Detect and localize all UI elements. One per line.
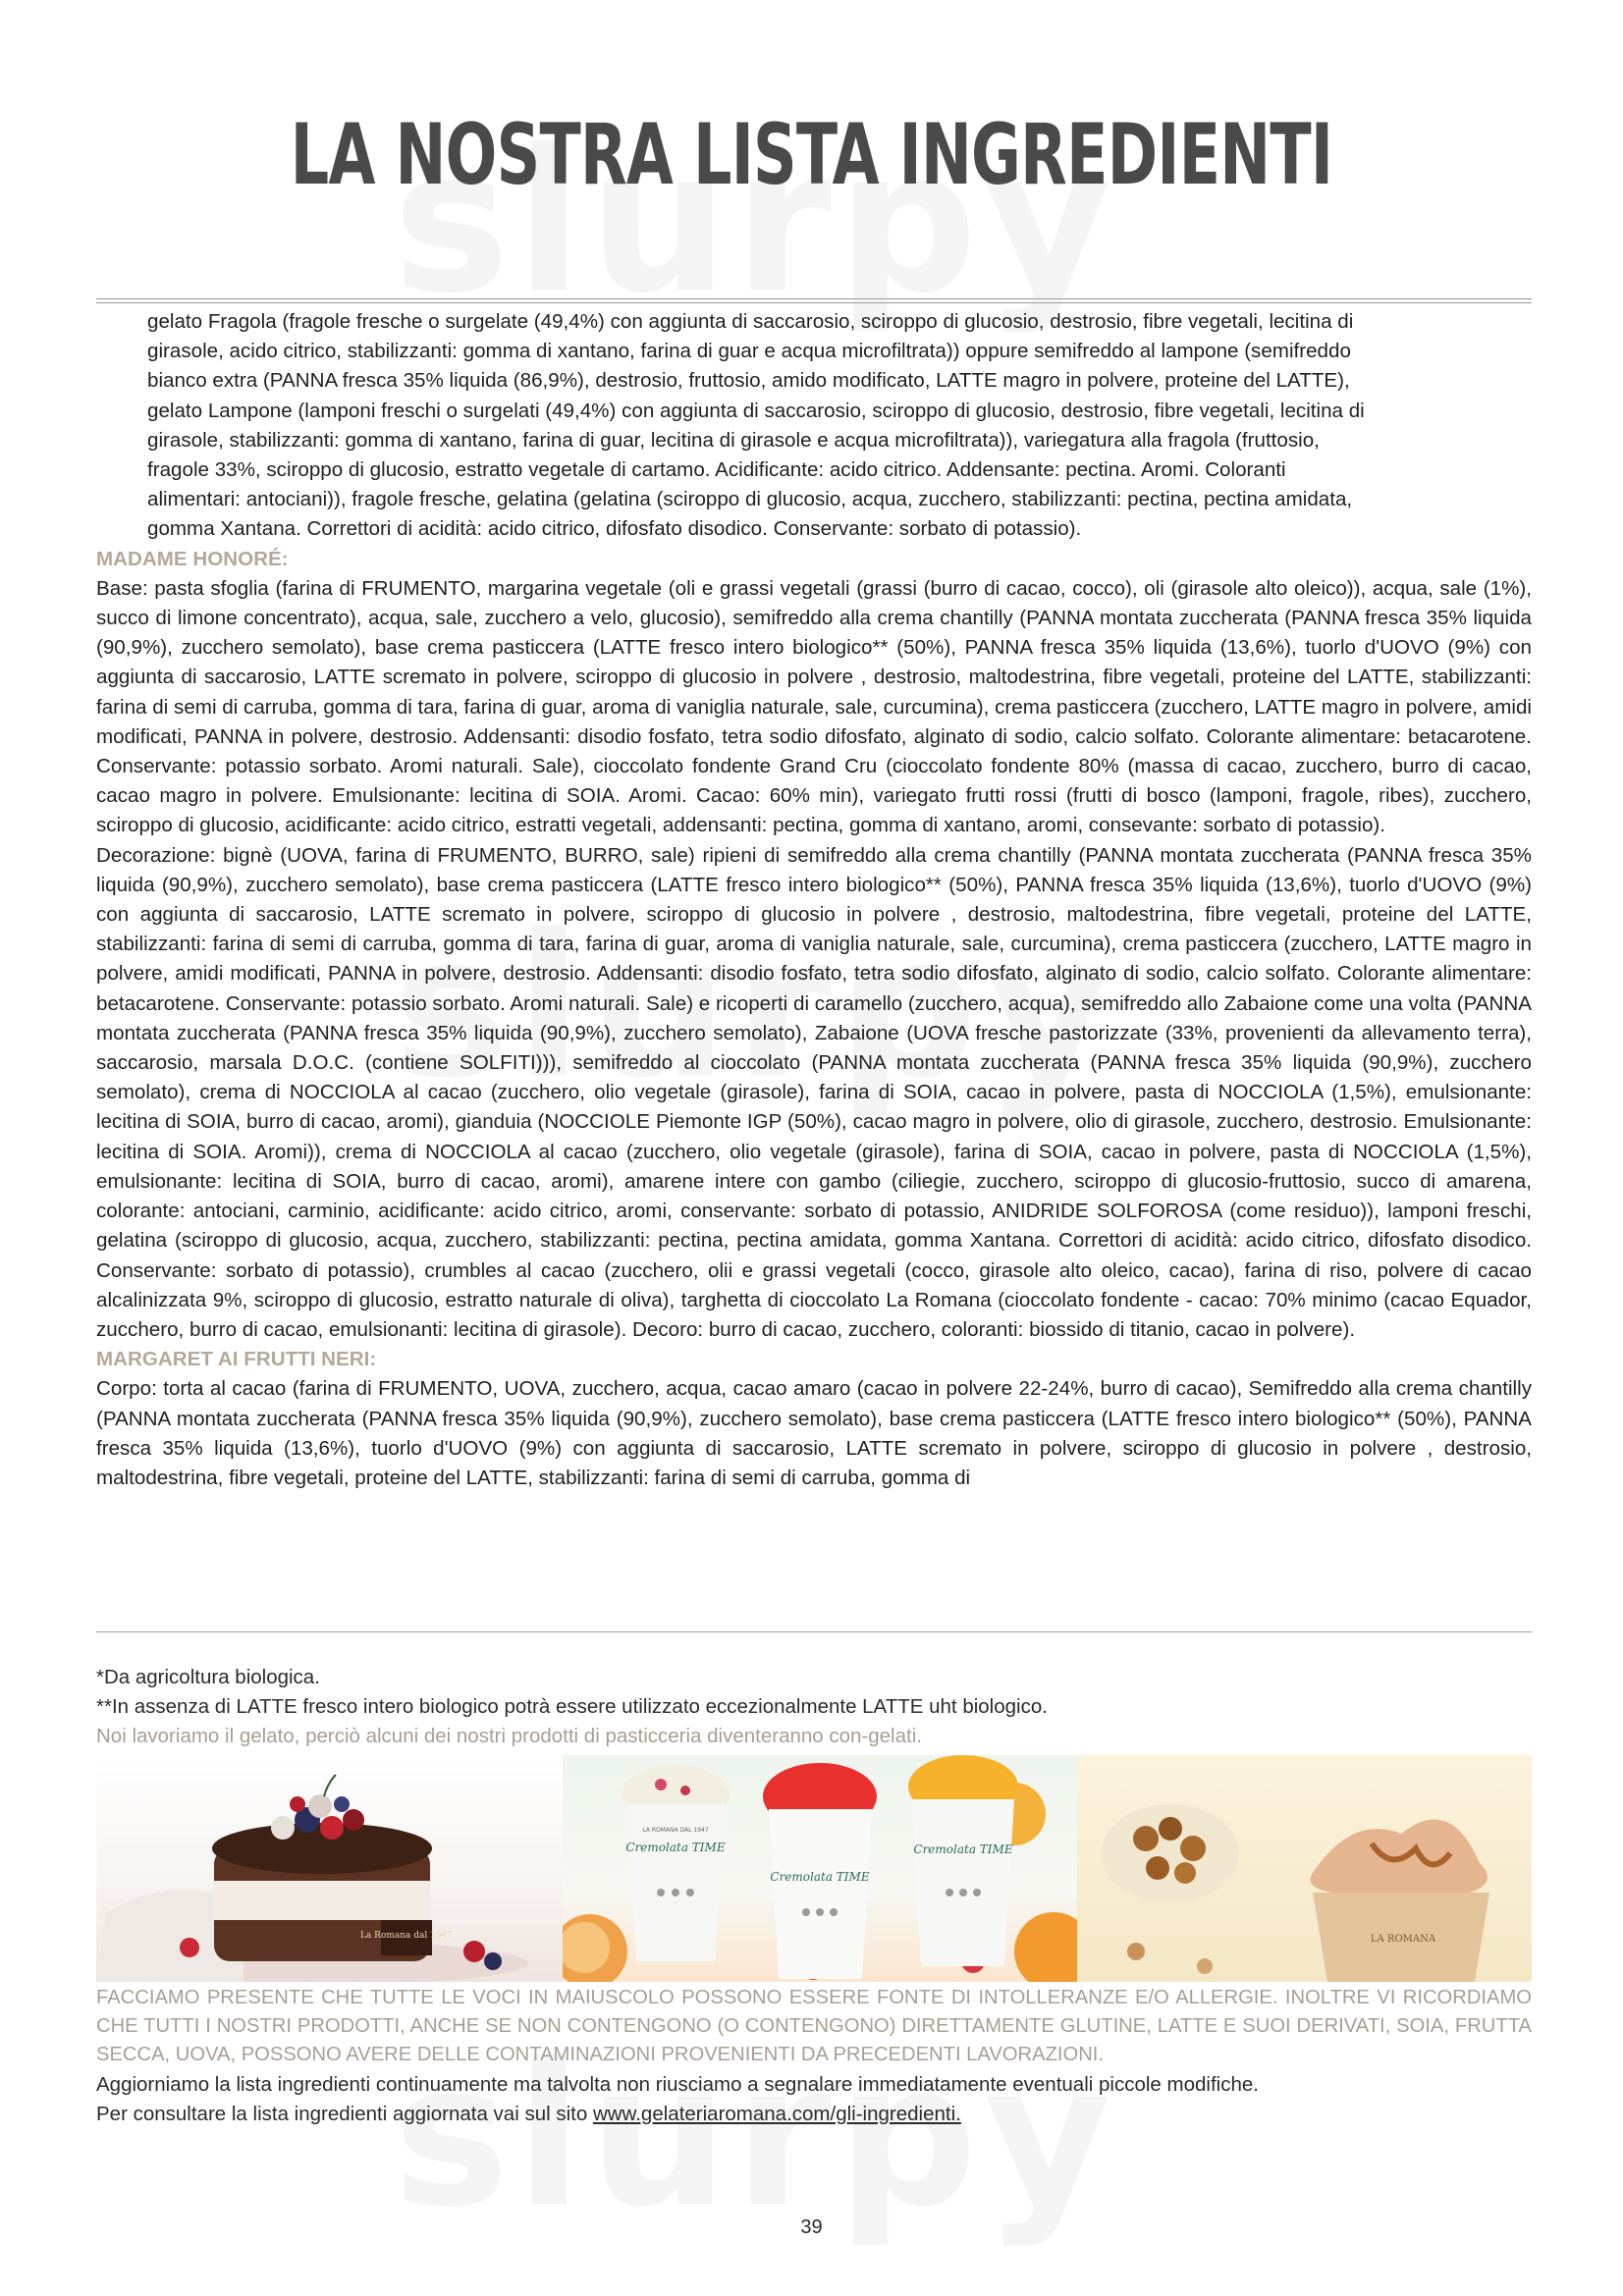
cup-label-text: Cremolata TIME: [625, 1841, 726, 1854]
bottom-divider: [96, 1631, 1532, 1632]
allergen-disclaimer-text: FACCIAMO PRESENTE CHE TUTTE LE VOCI IN MAIUSCOLO POSSONO ESSERE FONTE DI INTOLLERANZE E/O ALLERGIE. INOLTRE VI RICORDIAMO CHE TUTTI I NOSTRI PRODOTTI, ANCHE SE NON CONTENGONO (O CONTENGONO) DIRETTAMENTE GLUTINE, LATTE E SUOI DERIVATI, SOIA, FRUTTA SECCA, UOVA, POSSONO AVERE DELLE CONTAMINAZIONI PROVENIENTI DA PRECEDENTI LAVORAZIONI.: [96, 1987, 1532, 2065]
update-line-2-prefix: Per consultare la lista ingredienti aggiornata vai sul sito: [96, 2103, 593, 2125]
bowl-brand-text: LA ROMANA: [1370, 1934, 1436, 1945]
gelato-cup-photo: [1077, 1755, 1532, 1982]
ingredients-content: [96, 307, 1532, 1493]
update-line-2: [96, 2100, 1532, 2129]
cup-brand-text: LA ROMANA DAL 1947: [642, 1827, 709, 1834]
cake-photo: [96, 1755, 563, 1982]
gelato-cup-illustration: [1077, 1755, 1532, 1982]
intro-line: girasole, stabilizzanti: gomma di xantano, farina di guar, lecitina di girasole e acqua microfiltrata)), variegatura alla fragola (fruttosio,: [147, 428, 1320, 452]
intro-line: gelato Fragola (fragole fresche o surgelate (49,4%) con aggiunta di saccarosio, sciroppo di glucosio, destrosio, fibre vegetali, lecitina di: [147, 310, 1354, 333]
page-number: 39: [800, 2216, 823, 2238]
cremolata-photo: [563, 1755, 1077, 1982]
update-notice: [96, 2070, 1532, 2129]
intro-line: girasole, acido citrico, stabilizzanti: gomma di xantano, farina di guar e acqua microfiltrata)) oppure semifreddo al lampone (semifreddo: [147, 340, 1351, 363]
intro-line: gomma Xantana. Correttori di acidità: acido citrico, difosfato disodico. Conservante: sorbato di potassio).: [147, 517, 1082, 541]
top-divider: [96, 298, 1532, 303]
intro-block: [96, 307, 1532, 545]
section-title-madame-honore: MADAME HONORÉ:: [96, 547, 289, 570]
intro-line: fragole 33%, sciroppo di glucosio, estratto vegetale di cartamo. Acidificante: acido citrico. Addensante: pectina. Aromi. Coloranti: [147, 458, 1286, 482]
footnote-milk: **In assenza di LATTE fresco intero biologico potrà essere utilizzato eccezionalmente LATTE uht biologico.: [96, 1695, 1048, 1718]
intro-line: alimentari: antociani)), fragole fresche, gelatina (gelatina (sciroppo di glucosio, acqua, zucchero, stabilizzanti: pectina, pectina amidata,: [147, 488, 1353, 511]
footnote-organic: *Da agricoltura biologica.: [96, 1666, 320, 1688]
ingredients-link[interactable]: www.gelateriaromana.com/gli-ingredienti.: [592, 2103, 961, 2125]
cup-label-text-3: Cremolata TIME: [913, 1842, 1013, 1856]
update-line-1: Aggiorniamo la lista ingredienti continuamente ma talvolta non riusciamo a segnalare immediatamente eventuali piccole modifiche.: [96, 2073, 1259, 2096]
margaret-corpo-text: Corpo: torta al cacao (farina di FRUMENTO, UOVA, zucchero, acqua, cacao amaro (cacao in polvere 22-24%, burro di cacao), Semifreddo alla crema chantilly (PANNA montata zuccherata (PANNA fresca 35% liquida (90,9%), zucchero semolato), base crema pasticcera (LATTE fresco intero biologico** (50%), PANNA fresca 35% liquida (13,6%), tuorlo d'UOVO (9%) con aggiunta di saccarosio, LATTE scremato in polvere, sciroppo di glucosio in polvere , destrosio, maltodestrina, fibre vegetali, proteine del LATTE, stabilizzanti: farina di semi di carruba, gomma di: [96, 1377, 1532, 1489]
cremolata-illustration: [563, 1755, 1077, 1982]
footnotes: [96, 1663, 1532, 1751]
madame-base-text: Base: pasta sfoglia (farina di FRUMENTO, margarina vegetale (oli e grassi vegetali (grassi (burro di cacao, cocco), oli (girasole alto oleico)), acqua, sale (1%), succo di limone concentrato), acqua, sale, zucchero a velo, glucosio), semifreddo alla crema chantilly (PANNA montata zuccherata (PANNA fresca 35% liquida (90,9%), zucchero semolato), base crema pasticcera (LATTE fresco intero biologico** (50%), PANNA fresca 35% liquida (13,6%), tuorlo d'UOVO (9%) con aggiunta di saccarosio, LATTE scremato in polvere, sciroppo di glucosio in polvere , destrosio, maltodestrina, fibre vegetali, proteine del LATTE, stabilizzanti: farina di semi di carruba, gomma di tara, farina di guar, aroma di vaniglia naturale, sale, curcumina), crema pasticcera (zucchero, LATTE magro in polvere, amidi modificati, PANNA in polvere, destrosio. Addensanti: disodio fosfato, tetra sodio difosfato, alginato di sodio, calcio solfato. Colorante alimentare: betacarotene. Conservante: potassio sorbato. Aromi naturali. Sale), cioccolato fondente Grand Cru (cioccolato fondente 80% (massa di cacao, zucchero, burro di cacao, cacao magro in polvere. Emulsionante: lecitina di SOIA. Aromi. Cacao: 60% min), variegato frutti rossi (frutti di bosco (lamponi, fragole, ribes), zucchero, sciroppo di glucosio, acidificante: acido citrico, estratti vegetali, addensanti: pectina, gomma di xantano, aromi, consevante: sorbato di potassio).: [96, 576, 1532, 837]
intro-line: bianco extra (PANNA fresca 35% liquida (86,9%), destrosio, fruttosio, amido modificato, LATTE magro in polvere, proteine del LATTE),: [147, 369, 1350, 393]
intro-line: gelato Lampone (lamponi freschi o surgelati (49,4%) con aggiunta di saccarosio, sciroppo di glucosio, destrosio, fibre vegetali, lecitina di: [147, 399, 1365, 422]
madame-decorazione-text: Decorazione: bignè (UOVA, farina di FRUMENTO, BURRO, sale) ripieni di semifreddo alla crema chantilly (PANNA montata zuccherata (PANNA fresca 35% liquida (90,9%), zucchero semolato), base crema pasticcera (LATTE fresco intero biologico** (50%), PANNA fresca 35% liquida (13,6%), tuorlo d'UOVO (9%) con aggiunta di saccarosio, LATTE scremato in polvere, sciroppo di glucosio in polvere , destrosio, maltodestrina, fibre vegetali, proteine del LATTE, stabilizzanti: farina di semi di carruba, gomma di tara, farina di guar, aroma di vaniglia naturale, sale, curcumina), crema pasticcera (zucchero, LATTE magro in polvere, amidi modificati, PANNA in polvere, destrosio. Addensanti: disodio fosfato, tetra sodio difosfato, alginato di sodio, calcio solfato. Colorante alimentare: betacarotene. Conservante: potassio sorbato. Aromi naturali. Sale) e ricoperti di caramello (zucchero, acqua), semifreddo allo Zabaione come una volta (PANNA montata zuccherata (PANNA fresca 35% liquida (90,9%), zucchero semolato), Zabaione (UOVA fresche pastorizzate (33%, provenienti da allevamento terra), saccarosio, marsala D.O.C. (contiene SOLFITI))), semifreddo al cioccolato (PANNA montata zuccherata (PANNA fresca 35% liquida (90,9%), zucchero semolato), crema di NOCCIOLA al cacao (zucchero, olio vegetale (girasole), farina di SOIA, cacao in polvere, pasta di NOCCIOLA (1,5%), emulsionante: lecitina di SOIA, burro di cacao, aromi), gianduia (NOCCIOLE Piemonte IGP (50%), cacao magro in polvere, olio di girasole, zucchero, destrosio. Emulsionante: lecitina di SOIA. Aromi)), crema di NOCCIOLA al cacao (zucchero, olio vegetale (girasole), farina di SOIA, cacao in polvere, pasta di NOCCIOLA (1,5%), emulsionante: lecitina di SOIA, burro di cacao, aromi), amarene intere con gambo (ciliegie, zucchero, sciroppo di glucosio-fruttosio, succo di amarena, colorante: antociani, carminio, acidificante: acido citrico, aromi, conservante: sorbato di potassio, ANIDRIDE SOLFOROSA (come residuo)), lamponi freschi, gelatina (sciroppo di glucosio, acqua, zucchero, stabilizzanti: pectina, pectina amidata, gomma Xantana. Correttori di acidità: acido citrico, difosfato disodico. Conservante: sorbato di potassio), crumbles al cacao (zucchero, olii e grassi vegetali (cocco, girasole alto oleico, cacao), farina di riso, polvere di cacao alcalinizzata 9%, sciroppo di glucosio, estratto naturale di oliva), targhetta di cioccolato La Romana (cioccolato fondente - cacao: 70% minimo (cacao Equador, zucchero, burro di cacao, emulsionanti: lecitina di girasole). Decoro: burro di cacao, zucchero, coloranti: biossido di titanio, cacao in polvere).: [96, 843, 1532, 1341]
product-photos: [96, 1755, 1532, 1982]
footnote-congelati: Noi lavoriamo il gelato, perciò alcuni dei nostri prodotti di pasticceria diventeranno con-gelati.: [96, 1725, 922, 1747]
section-title-margaret: MARGARET AI FRUTTI NERI:: [96, 1348, 377, 1371]
cake-tag-text: La Romana dal 1947: [359, 1931, 454, 1941]
allergen-disclaimer: [96, 1984, 1532, 2069]
cup-label-text-2: Cremolata TIME: [770, 1870, 870, 1884]
page-title: LA NOSTRA LISTA INGREDIENTI: [290, 106, 1333, 204]
cake-illustration: [96, 1755, 563, 1982]
